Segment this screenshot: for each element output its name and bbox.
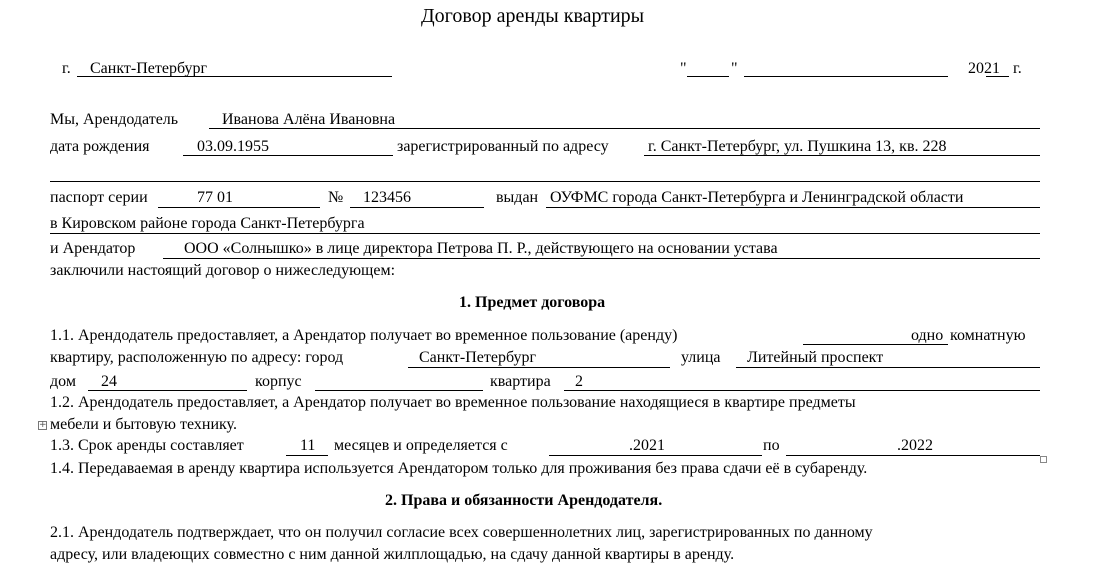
concluded-text: заключили настоящий договор о нижеследующем:: [50, 262, 396, 279]
section1-heading: 1. Предмет договора: [459, 294, 606, 311]
term-value: 11: [300, 437, 316, 454]
issued-cont-underline: [50, 233, 1040, 234]
p1-1-line2: квартиру, расположенную по адресу: город: [50, 349, 344, 366]
to-label: по: [763, 437, 780, 454]
header-year: 2021: [968, 60, 1000, 77]
date-to: .2022: [897, 437, 933, 454]
passport-number: 123456: [363, 189, 411, 206]
date-from-underline: [549, 455, 762, 456]
building-underline: [315, 390, 483, 391]
blank-line: [50, 181, 1040, 182]
section2-heading: 2. Права и обязанности Арендодателя.: [385, 492, 663, 509]
tenant-label: и Арендатор: [50, 240, 136, 257]
section1-city: Санкт-Петербург: [419, 349, 537, 366]
landlord-name: Иванова Алёна Ивановна: [222, 111, 396, 128]
issued-by-cont: в Кировском районе города Санкт-Петербурга: [50, 215, 365, 232]
issued-label: выдан: [496, 189, 539, 206]
p1-3-mid: месяцев и определяется с: [334, 437, 508, 454]
date-to-underline: [786, 455, 1040, 456]
house-label: дом: [50, 373, 76, 390]
month-underline: [744, 76, 948, 77]
apartment-value: 2: [575, 373, 583, 390]
table-move-handle-icon[interactable]: +: [39, 420, 47, 430]
p1-3-prefix: 1.3. Срок аренды составляет: [50, 437, 244, 454]
p2-1-line1: 2.1. Арендодатель подтверждает, что он получил согласие всех совершеннолетних лиц, зарегистрированных по данному: [50, 524, 873, 541]
p1-2-line1: 1.2. Арендодатель предоставляет, а Арендатор получает во временное пользование находящиеся в квартире предметы: [50, 394, 856, 411]
date-quote-open: ": [680, 60, 687, 77]
tenant-name: ООО «Солнышко» в лице директора Петрова П. Р., действующего на основании устава: [184, 240, 778, 257]
dob-value: 03.09.1955: [197, 138, 269, 155]
landlord-label: Мы, Арендодатель: [50, 111, 179, 128]
apartment-underline: [564, 390, 1040, 391]
passport-series: 77 01: [197, 189, 233, 206]
p1-4: 1.4. Передаваемая в аренду квартира используется Арендатором только для проживания без права сдачи её в субаренду.: [50, 460, 868, 477]
street-value: Литейный проспект: [747, 349, 884, 366]
term-underline: [286, 455, 328, 456]
apartment-label: квартира: [490, 373, 551, 390]
number-label: №: [328, 189, 344, 206]
p2-1-line2: адресу, или владеющих совместно с ним данной жилплощадью, на сдачу данной квартиры в аренду.: [50, 546, 735, 563]
reg-label: зарегистрированный по адресу: [397, 138, 609, 155]
reg-address: г. Санкт-Петербург, ул. Пушкина 13, кв. 228: [648, 138, 947, 155]
street-label: улица: [681, 349, 721, 366]
passport-number-underline: [350, 207, 484, 208]
header-city: Санкт-Петербург: [90, 60, 208, 77]
city-field-underline: [408, 367, 670, 368]
p1-1-text: 1.1. Арендодатель предоставляет, а Арендатор получает во временное пользование (аренду): [50, 327, 678, 344]
p1-2-line2: мебели и бытовую технику.: [50, 416, 237, 433]
house-value: 24: [101, 373, 117, 390]
passport-label: паспорт серии: [50, 189, 148, 206]
issued-by: ОУФМС города Санкт-Петербурга и Ленинградской области: [550, 189, 964, 206]
year-suffix: г.: [1013, 60, 1022, 77]
tenant-underline: [163, 258, 1040, 259]
document-title: Договор аренды квартиры: [421, 5, 645, 27]
street-underline: [736, 367, 1040, 368]
year-underline: [986, 76, 1009, 77]
issued-underline: [546, 207, 1040, 208]
rooms-suffix: комнатную: [950, 327, 1026, 344]
rooms-value: одно: [911, 327, 944, 344]
day-underline: [687, 76, 729, 77]
table-resize-handle-icon[interactable]: [1040, 456, 1047, 463]
passport-series-underline: [158, 207, 320, 208]
date-quote-close: ": [731, 60, 738, 77]
dob-label: дата рождения: [50, 138, 150, 155]
city-prefix: г.: [62, 60, 71, 77]
date-from: .2021: [629, 437, 665, 454]
building-label: корпус: [255, 373, 302, 390]
